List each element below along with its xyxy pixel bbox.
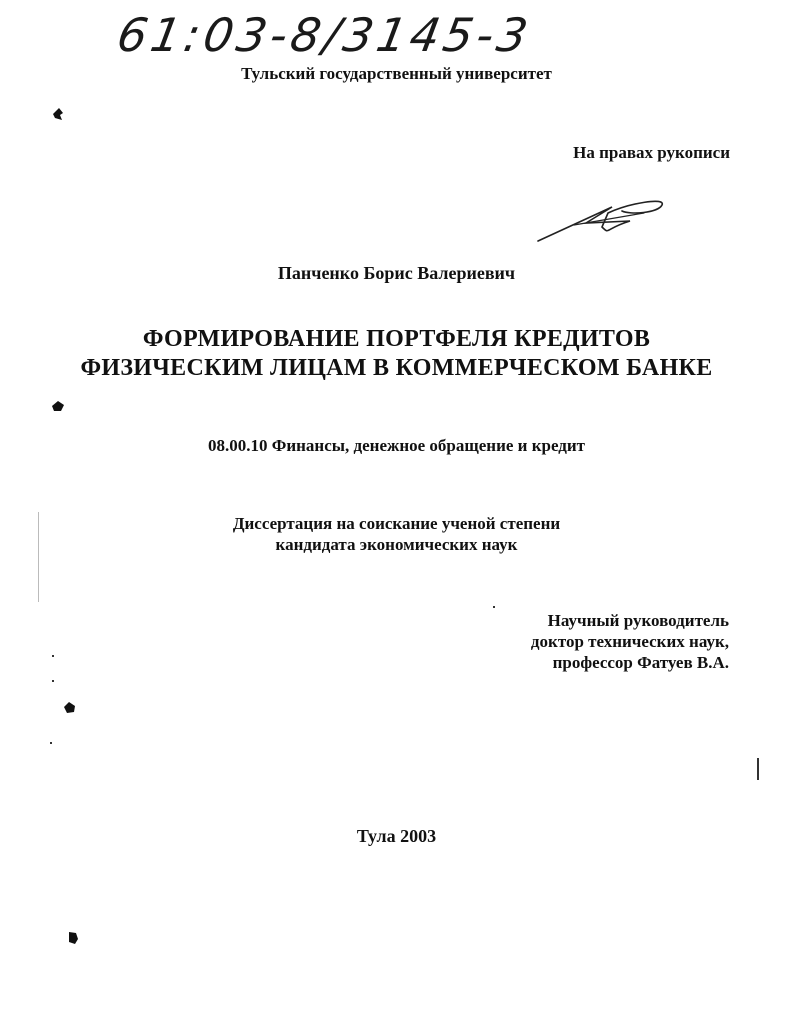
dissertation-title (0, 325, 793, 383)
speck (50, 742, 52, 744)
edge-mark (757, 758, 759, 780)
title-line-1: ФОРМИРОВАНИЕ ПОРТФЕЛЯ КРЕДИТОВ (142, 326, 651, 352)
specialty-code: 08.00.10 Финансы, денежное обращение и кредит (207, 436, 586, 455)
speck (52, 680, 54, 682)
advisor-line-2: доктор технических наук, (530, 632, 729, 651)
binding-hole-mark (66, 930, 80, 946)
degree-statement (0, 513, 793, 555)
title-line-2: ФИЗИЧЕСКИМ ЛИЦАМ В КОММЕРЧЕСКОМ БАНКЕ (80, 355, 713, 381)
archive-number: 61:03-8/3145-3 (113, 8, 536, 62)
degree-line-2: кандидата экономических наук (275, 535, 518, 554)
advisor-line-3: профессор Фатуев В.А. (552, 653, 729, 672)
speck (493, 606, 495, 608)
advisor-line-1: Научный руководитель (547, 611, 729, 630)
city-year: Тула 2003 (356, 826, 437, 846)
speck (52, 655, 54, 657)
binding-hole-mark (62, 700, 78, 716)
binding-hole-mark (50, 106, 66, 122)
binding-hole-mark (50, 398, 66, 414)
scientific-advisor (531, 610, 729, 673)
degree-line-1: Диссертация на соискание ученой степени (232, 514, 561, 533)
rights-notice: На правах рукописи (573, 143, 730, 162)
margin-shadow (38, 512, 39, 602)
author-name: Панченко Борис Валериевич (277, 263, 516, 283)
author-signature (534, 185, 674, 245)
university-name: Тульский государственный университет (241, 64, 552, 83)
